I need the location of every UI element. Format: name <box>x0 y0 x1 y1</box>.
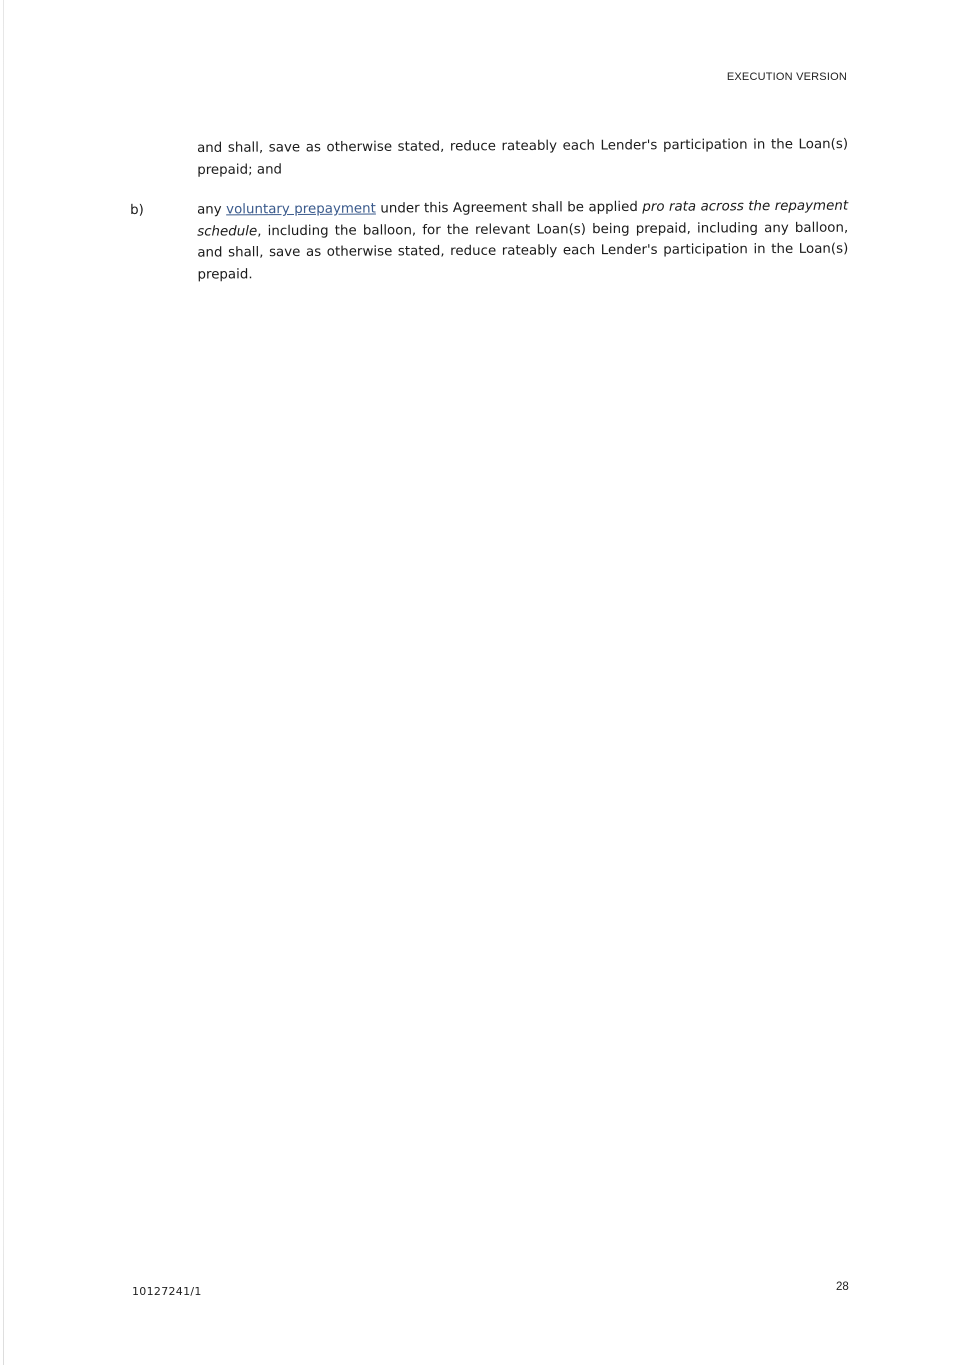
item-b-body <box>197 196 849 286</box>
document-id: 10127241/1 <box>132 1285 202 1298</box>
item-a-continuation: and shall, save as otherwise stated, reduce rateably each Lender's participation in the Loan(s) prepaid; and <box>197 137 849 178</box>
voluntary-prepayment-link[interactable]: voluntary prepayment <box>226 201 376 218</box>
item-b-italic-text: pro rata across the repayment schedule <box>197 198 849 240</box>
scan-edge <box>3 0 4 1365</box>
page-number: 28 <box>836 1281 849 1293</box>
item-b-text-after-link: under this Agreement shall be applied <box>375 199 643 217</box>
execution-version-label: EXECUTION VERSION <box>726 71 847 83</box>
item-b-text-start: any <box>197 202 227 218</box>
list-item-b <box>130 196 849 283</box>
item-b-marker: b) <box>130 202 144 218</box>
item-b-text-end: , including the balloon, for the relevant Loan(s) being prepaid, including any balloon, and shall, save as otherwise stated, reduce rateably each Lender's participation in the Loan(s) prepaid. <box>197 220 849 283</box>
